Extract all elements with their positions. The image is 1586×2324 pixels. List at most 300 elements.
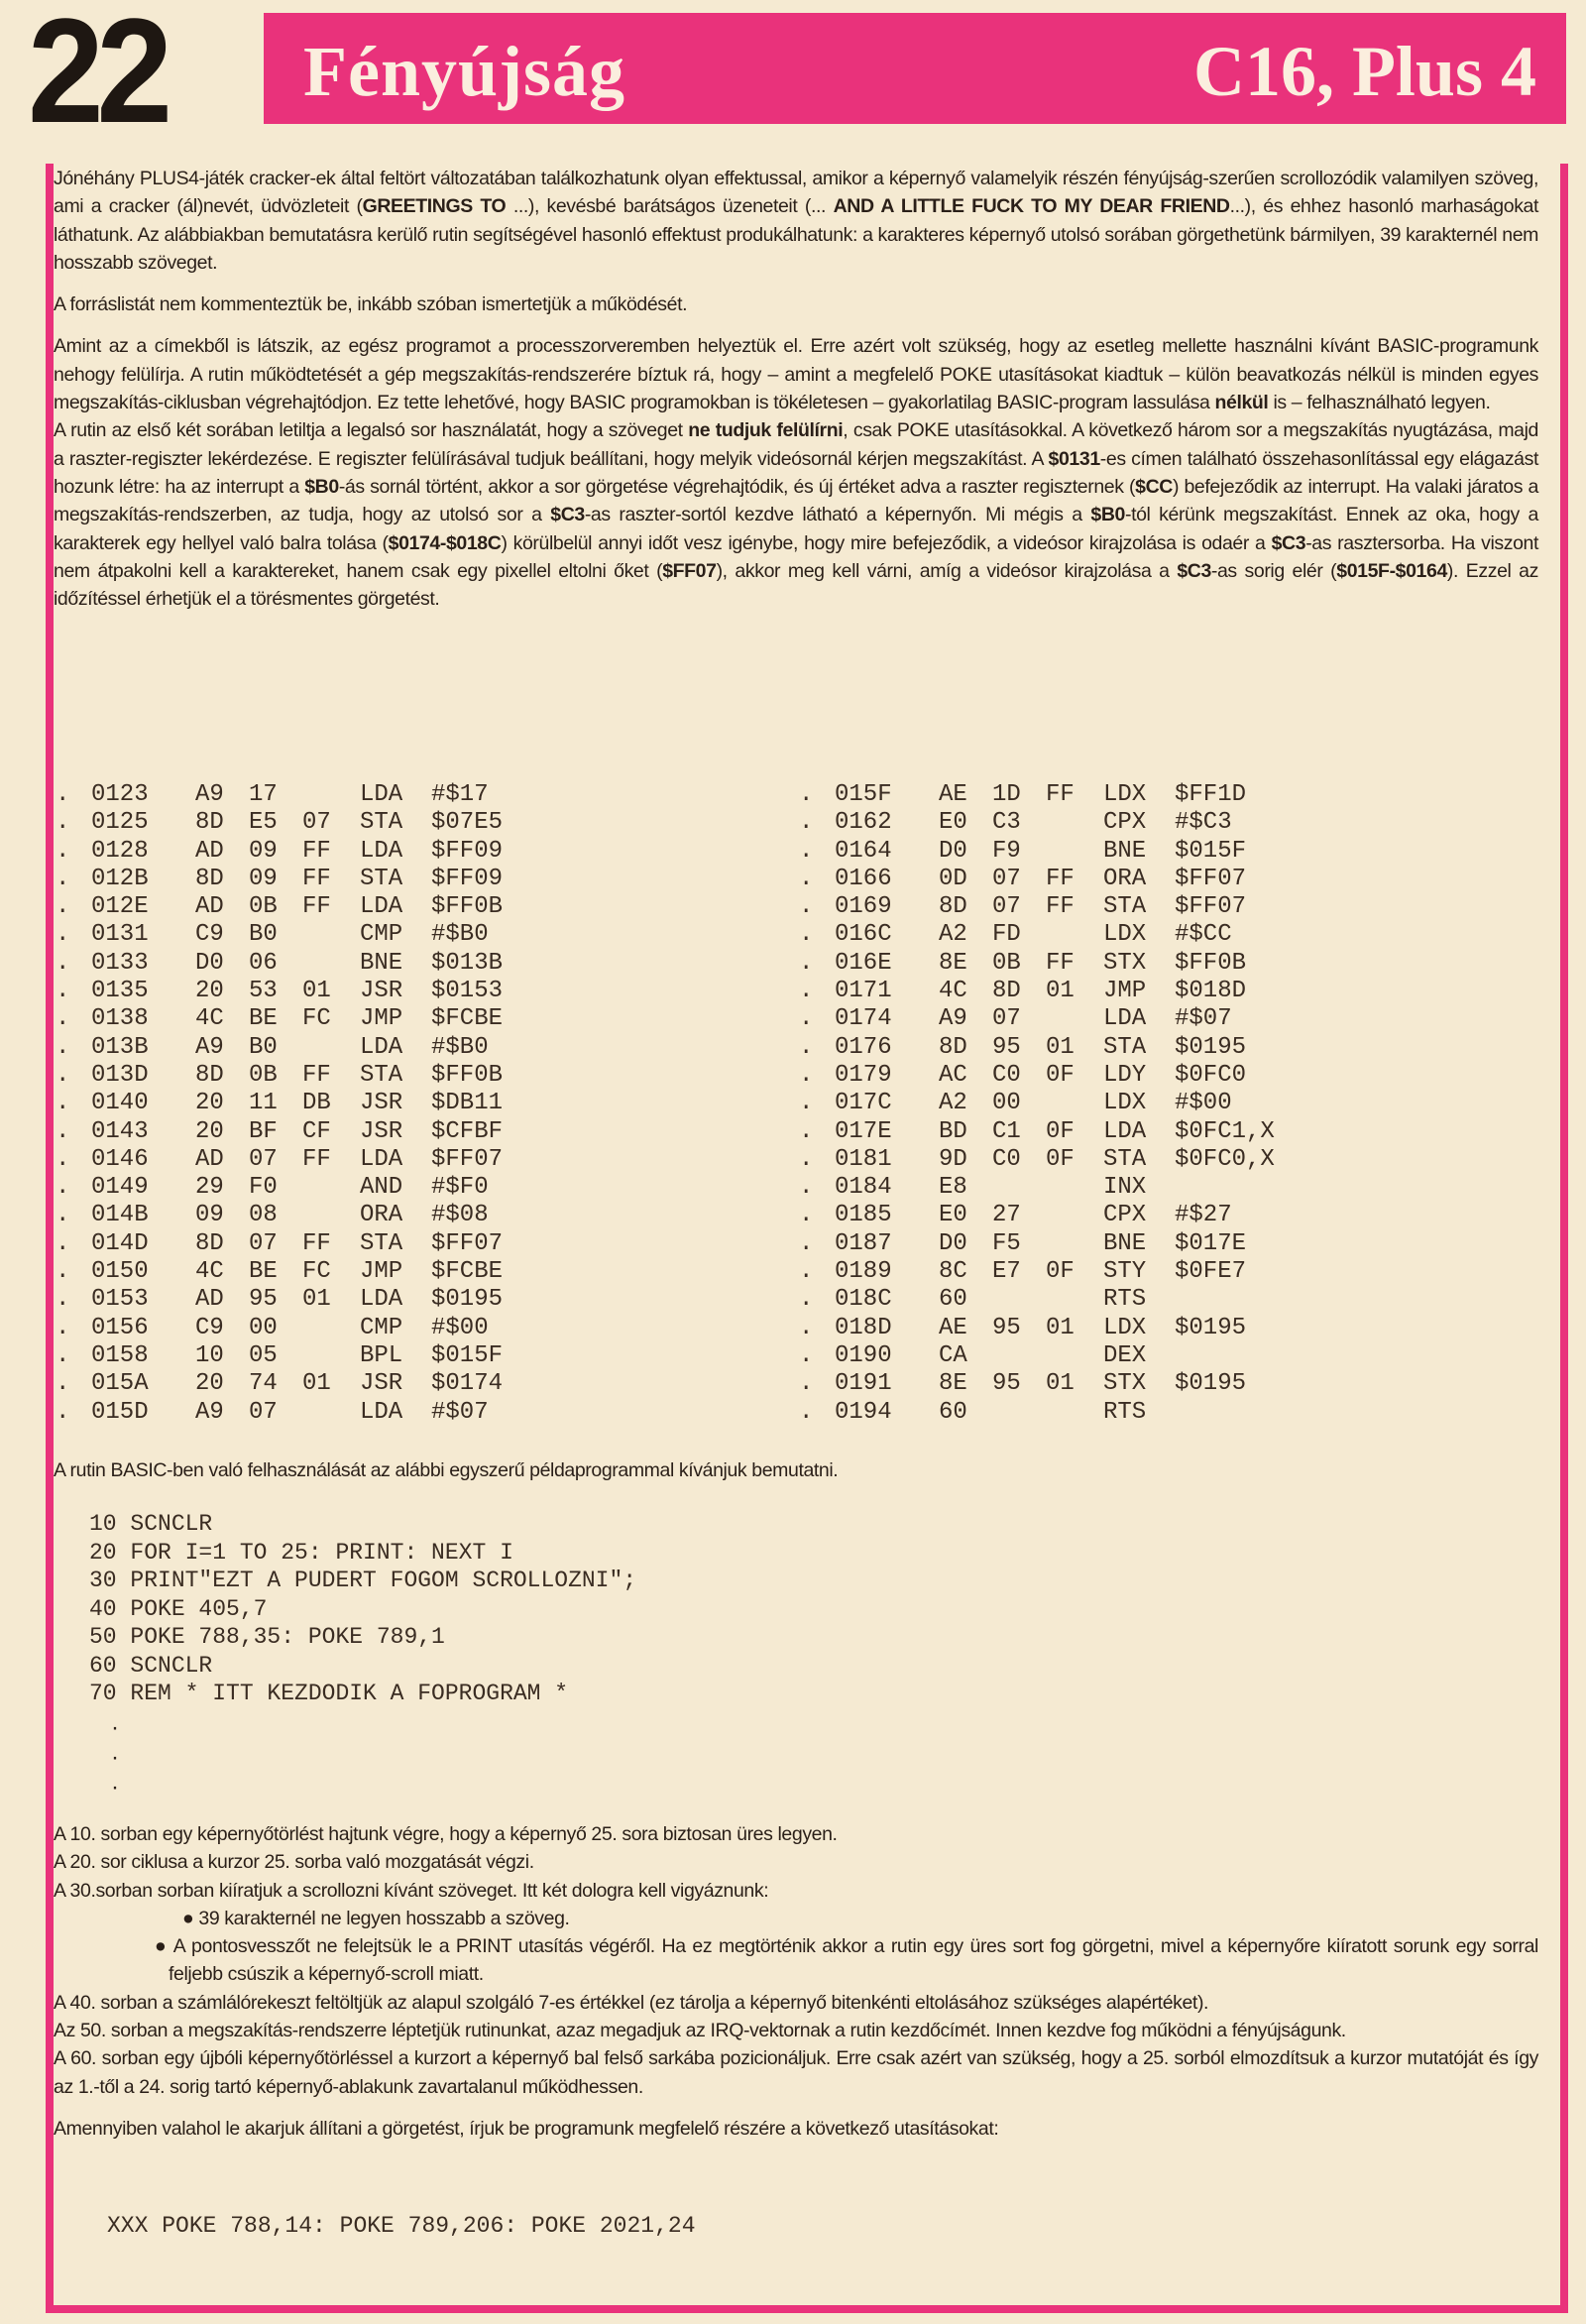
asm-cell: . (56, 1314, 70, 1341)
asm-cell (1046, 921, 1103, 949)
asm-row (799, 950, 1275, 978)
asm-cell (1046, 809, 1103, 837)
note-line-40: A 40. sorban a számlálórekeszt feltöltjük az alapul szolgáló 7-es értékkel (ez tárolja a képernyő bitenkénti eltolásához szükséges alapértéket). (54, 1991, 1209, 2014)
asm-cell: JSR (360, 1370, 403, 1398)
asm-cell (1046, 1202, 1103, 1229)
asm-cell: 0156 (91, 1314, 149, 1341)
asm-row (799, 893, 1275, 921)
asm-cell (1046, 838, 1103, 866)
asm-cell: $CFBF (431, 1117, 504, 1145)
asm-cell: 012B (91, 865, 149, 892)
asm-row (799, 1174, 1275, 1202)
asm-cell: . (799, 1090, 814, 1117)
asm-cell: 95 (992, 1033, 1021, 1061)
asm-row (56, 950, 503, 978)
asm-cell (992, 1399, 1046, 1427)
asm-cell: 60 (939, 1286, 967, 1314)
asm-cell: $FF07 (1175, 865, 1247, 892)
asm-cell: . (799, 893, 814, 921)
asm-cell: C0 (992, 1145, 1021, 1173)
asm-cell: $0195 (1175, 1314, 1247, 1341)
asm-row (799, 1202, 1275, 1229)
asm-cell: 09 (249, 865, 278, 892)
asm-cell: . (56, 1398, 70, 1426)
asm-cell: 014D (91, 1229, 149, 1257)
asm-cell: 07 (992, 865, 1021, 892)
asm-row (799, 1034, 1275, 1062)
asm-cell: . (799, 978, 814, 1005)
asm-cell: $0195 (1175, 1370, 1247, 1398)
asm-cell: 01 (302, 1370, 331, 1398)
paragraph-2: A forráslistát nem kommenteztük be, inkább szóban ismertetjük a működését. (54, 293, 688, 316)
asm-cell: RTS (1103, 1398, 1147, 1426)
asm-cell: 01 (1046, 978, 1075, 1005)
asm-cell: DB (302, 1090, 331, 1117)
asm-cell: . (56, 781, 70, 808)
asm-cell: $0174 (431, 1370, 504, 1398)
asm-cell: 0164 (835, 837, 892, 865)
asm-cell: #$27 (1175, 1202, 1232, 1229)
asm-cell: 95 (249, 1286, 278, 1314)
asm-cell: FF (302, 893, 331, 921)
asm-row (799, 1399, 1275, 1427)
asm-cell: D0 (195, 949, 224, 977)
asm-cell: STA (360, 1229, 403, 1257)
basic-listing (89, 1510, 636, 1708)
asm-cell: . (56, 1033, 70, 1061)
asm-cell: . (799, 1202, 814, 1229)
asm-cell (1046, 1230, 1103, 1258)
note-stop: Amennyiben valahol le akarjuk állítani a görgetést, írjuk be programunk megfelelő részére a következő utasításokat: (54, 2117, 999, 2140)
asm-cell: $0FC1,X (1175, 1117, 1275, 1145)
asm-cell (1046, 1342, 1103, 1370)
asm-cell: F0 (249, 1174, 278, 1202)
asm-cell: #$00 (1175, 1090, 1232, 1117)
asm-cell (302, 1034, 360, 1062)
asm-cell: . (799, 1145, 814, 1173)
asm-cell: #$07 (431, 1398, 489, 1426)
asm-cell: 0176 (835, 1033, 892, 1061)
asm-cell: . (56, 1370, 70, 1398)
asm-cell: . (56, 921, 70, 949)
asm-cell: 09 (249, 837, 278, 865)
asm-cell: 016E (835, 949, 892, 977)
asm-cell: $FCBE (431, 1005, 504, 1033)
asm-row (799, 1146, 1275, 1174)
asm-cell: JMP (360, 1258, 403, 1286)
asm-cell: 07 (992, 893, 1021, 921)
asm-cell: 0190 (835, 1341, 892, 1369)
asm-cell: 018C (835, 1286, 892, 1314)
asm-cell: 20 (195, 978, 224, 1005)
asm-cell: 07 (302, 809, 331, 837)
assembly-listing-right (799, 781, 1275, 1427)
asm-cell (1046, 1174, 1103, 1202)
asm-cell: 0F (1046, 1258, 1075, 1286)
asm-cell: . (799, 1370, 814, 1398)
asm-row (799, 838, 1275, 866)
asm-cell: . (799, 781, 814, 808)
asm-cell: #$B0 (431, 1033, 489, 1061)
asm-cell: STY (1103, 1258, 1147, 1286)
asm-cell: $07E5 (431, 809, 504, 837)
asm-cell: 0171 (835, 978, 892, 1005)
asm-cell: $015F (1175, 837, 1247, 865)
asm-cell: 00 (249, 1314, 278, 1341)
note-line-30: A 30.sorban sorban kiíratjuk a scrollozni kívánt szöveget. Itt két dologra kell vigyáznunk: (54, 1879, 769, 1902)
asm-cell: 0185 (835, 1202, 892, 1229)
asm-cell: FF (302, 1061, 331, 1089)
asm-cell: 17 (249, 781, 278, 808)
asm-row (56, 781, 503, 809)
asm-cell: E5 (249, 809, 278, 837)
asm-cell: 0B (249, 893, 278, 921)
asm-row (799, 1370, 1275, 1398)
asm-cell: $015F (431, 1341, 504, 1369)
asm-cell: 0158 (91, 1341, 149, 1369)
asm-cell: 0123 (91, 781, 149, 808)
asm-cell: 0150 (91, 1258, 149, 1286)
asm-cell: LDA (360, 1398, 403, 1426)
asm-cell: . (56, 949, 70, 977)
asm-cell: AC (939, 1061, 967, 1089)
asm-cell: 017E (835, 1117, 892, 1145)
asm-cell: BD (939, 1117, 967, 1145)
asm-cell: . (56, 809, 70, 837)
asm-cell: 0191 (835, 1370, 892, 1398)
asm-cell: FF (1046, 949, 1075, 977)
asm-cell: . (799, 921, 814, 949)
asm-cell: . (799, 1341, 814, 1369)
asm-cell: . (799, 837, 814, 865)
asm-cell: AE (939, 1314, 967, 1341)
asm-cell: 016C (835, 921, 892, 949)
basic-line: 10 SCNCLR (89, 1511, 213, 1537)
asm-cell: LDA (360, 781, 403, 808)
asm-cell: . (56, 837, 70, 865)
asm-cell: CPX (1103, 1202, 1147, 1229)
asm-cell: CA (939, 1341, 967, 1369)
asm-cell: C3 (992, 809, 1021, 837)
asm-cell: STA (360, 865, 403, 892)
asm-cell: 95 (992, 1370, 1021, 1398)
asm-cell: 8E (939, 949, 967, 977)
asm-cell: #$B0 (431, 921, 489, 949)
asm-cell: 29 (195, 1174, 224, 1202)
asm-cell: 07 (992, 1005, 1021, 1033)
asm-cell: 11 (249, 1090, 278, 1117)
asm-cell: STA (360, 809, 403, 837)
asm-cell: . (799, 1061, 814, 1089)
basic-line: 20 FOR I=1 TO 25: PRINT: NEXT I (89, 1539, 513, 1566)
asm-cell: LDA (1103, 1005, 1147, 1033)
asm-cell: 07 (249, 1145, 278, 1173)
asm-row (56, 1230, 503, 1258)
asm-row (799, 1315, 1275, 1342)
asm-cell: 0F (1046, 1117, 1075, 1145)
asm-cell: 013D (91, 1061, 149, 1089)
basic-line: 50 POKE 788,35: POKE 789,1 (89, 1624, 445, 1650)
asm-cell: BNE (1103, 1229, 1147, 1257)
asm-cell: LDX (1103, 781, 1147, 808)
asm-cell: AE (939, 781, 967, 808)
asm-row (56, 1118, 503, 1146)
asm-cell: 0F (1046, 1145, 1075, 1173)
asm-cell: JMP (1103, 978, 1147, 1005)
note-line-60: A 60. sorban egy újbóli képernyőtörléssel a kurzort a képernyő bal felső sarkába pozicionáljuk. Erre csak azért van szükség, hogy a 25. sorból elmozdítsuk a kurzor mutatóját és így az 1.-től a 24. sorig tartó képernyő-ablakunk zavartalanul működhessen. (54, 2047, 1538, 2098)
asm-cell: . (56, 1202, 70, 1229)
asm-cell: C9 (195, 1314, 224, 1341)
asm-cell: BF (249, 1117, 278, 1145)
asm-cell: 8D (939, 1033, 967, 1061)
asm-cell: . (799, 949, 814, 977)
asm-cell: D0 (939, 1229, 967, 1257)
note-line-10: A 10. sorban egy képernyőtörlést hajtunk végre, hogy a képernyő 25. sora biztosan üres legyen. (54, 1823, 838, 1845)
asm-cell: LDA (360, 893, 403, 921)
asm-cell: . (799, 1314, 814, 1341)
asm-cell: 4C (195, 1005, 224, 1033)
note-bullet-2: ● A pontosvesszőt ne felejtsük le a PRINT utasítás végéről. Ha ez megtörténik akkor a rutin egy üres sort fog görgetni, mivel a képernyőre kiíratott sorunk egy sorral feljebb csúszik a képernyő-scroll miatt. (155, 1935, 1538, 1986)
asm-cell: 05 (249, 1341, 278, 1369)
asm-cell: STX (1103, 1370, 1147, 1398)
asm-row (799, 1005, 1275, 1033)
asm-cell: 0133 (91, 949, 149, 977)
asm-cell: #$17 (431, 781, 489, 808)
asm-cell: C0 (992, 1061, 1021, 1089)
asm-cell: 0D (939, 865, 967, 892)
asm-cell: 0187 (835, 1229, 892, 1257)
asm-cell: 20 (195, 1090, 224, 1117)
asm-row (56, 1062, 503, 1090)
asm-row (56, 1342, 503, 1370)
asm-cell: STA (360, 1061, 403, 1089)
asm-cell: 07 (249, 1398, 278, 1426)
asm-cell: FF (302, 1229, 331, 1257)
asm-cell (992, 1174, 1046, 1202)
asm-cell: 8D (992, 978, 1021, 1005)
asm-cell: BE (249, 1258, 278, 1286)
asm-row (56, 838, 503, 866)
asm-cell: $0FE7 (1175, 1258, 1247, 1286)
asm-cell: AD (195, 893, 224, 921)
asm-cell: . (799, 1117, 814, 1145)
asm-cell: F5 (992, 1229, 1021, 1257)
asm-cell: $DB11 (431, 1090, 504, 1117)
asm-row (56, 809, 503, 837)
asm-cell: STA (1103, 893, 1147, 921)
asm-cell: . (56, 1341, 70, 1369)
asm-cell: 0149 (91, 1174, 149, 1202)
asm-cell: . (56, 1117, 70, 1145)
asm-cell: FC (302, 1258, 331, 1286)
asm-cell: . (799, 1398, 814, 1426)
asm-cell: 0B (249, 1061, 278, 1089)
asm-cell: AD (195, 1286, 224, 1314)
asm-cell (302, 950, 360, 978)
asm-cell: . (56, 893, 70, 921)
asm-cell: B0 (249, 1033, 278, 1061)
asm-cell: F9 (992, 837, 1021, 865)
asm-cell: 8E (939, 1370, 967, 1398)
asm-cell: BNE (1103, 837, 1147, 865)
asm-cell: $0195 (431, 1286, 504, 1314)
asm-cell: 0135 (91, 978, 149, 1005)
asm-cell: $0153 (431, 978, 504, 1005)
asm-row (56, 1174, 503, 1202)
asm-cell: 0B (992, 949, 1021, 977)
asm-cell: 01 (302, 978, 331, 1005)
asm-cell: 015A (91, 1370, 149, 1398)
asm-cell (302, 1399, 360, 1427)
asm-cell (302, 1202, 360, 1229)
asm-row (799, 978, 1275, 1005)
basic-line: 60 SCNCLR (89, 1652, 213, 1679)
asm-cell: #$08 (431, 1202, 489, 1229)
asm-cell: 01 (302, 1286, 331, 1314)
asm-cell: A9 (195, 1398, 224, 1426)
asm-row (799, 1090, 1275, 1117)
asm-cell: E0 (939, 1202, 967, 1229)
note-bullet-1: ● 39 karakternél ne legyen hosszabb a szöveg. (182, 1907, 570, 1929)
asm-cell: 015D (91, 1398, 149, 1426)
asm-cell: 74 (249, 1370, 278, 1398)
asm-cell: FF (1046, 865, 1075, 892)
asm-cell (302, 921, 360, 949)
asm-cell (1046, 1286, 1103, 1314)
asm-cell: 07 (249, 1229, 278, 1257)
asm-cell: LDX (1103, 1090, 1147, 1117)
basic-intro: A rutin BASIC-ben való felhasználását az alábbi egyszerű példaprogrammal kívánjuk bemutatni. (54, 1459, 839, 1481)
asm-cell: CMP (360, 921, 403, 949)
asm-cell: 06 (249, 949, 278, 977)
asm-cell: C9 (195, 921, 224, 949)
asm-row (799, 1118, 1275, 1146)
asm-cell: $FF07 (1175, 893, 1247, 921)
asm-cell: A9 (195, 781, 224, 808)
intro-text (54, 165, 1538, 613)
asm-cell: 8D (195, 865, 224, 892)
asm-cell: LDY (1103, 1061, 1147, 1089)
asm-cell: 0153 (91, 1286, 149, 1314)
asm-cell: 01 (1046, 1033, 1075, 1061)
asm-row (799, 1062, 1275, 1090)
asm-cell: 53 (249, 978, 278, 1005)
asm-cell: 10 (195, 1341, 224, 1369)
line-notes (54, 1820, 1538, 2143)
asm-cell: 20 (195, 1117, 224, 1145)
asm-cell: LDA (360, 1145, 403, 1173)
asm-cell: . (56, 1286, 70, 1314)
asm-cell: CPX (1103, 809, 1147, 837)
asm-row (799, 781, 1275, 809)
asm-cell: . (56, 1145, 70, 1173)
asm-cell: 8C (939, 1258, 967, 1286)
asm-cell: . (56, 1229, 70, 1257)
asm-cell: 0184 (835, 1174, 892, 1202)
asm-cell: BPL (360, 1341, 403, 1369)
basic-line: 30 PRINT"EZT A PUDERT FOGOM SCROLLOZNI"; (89, 1568, 637, 1593)
asm-cell: 0128 (91, 837, 149, 865)
asm-row (56, 978, 503, 1005)
asm-cell: 0125 (91, 809, 149, 837)
asm-cell: #$07 (1175, 1005, 1232, 1033)
asm-cell: . (799, 1033, 814, 1061)
asm-cell: ORA (1103, 865, 1147, 892)
asm-cell: STX (1103, 949, 1147, 977)
asm-cell: FF (1046, 781, 1075, 808)
continuation-dot: · (111, 1744, 119, 1771)
asm-cell: 0169 (835, 893, 892, 921)
asm-cell: C1 (992, 1117, 1021, 1145)
asm-cell: FC (302, 1005, 331, 1033)
asm-cell: 0143 (91, 1117, 149, 1145)
asm-row (56, 1202, 503, 1229)
asm-cell: 8D (195, 1061, 224, 1089)
asm-row (799, 1342, 1275, 1370)
asm-cell: LDA (1103, 1117, 1147, 1145)
asm-row (56, 1146, 503, 1174)
asm-cell: $FF09 (431, 837, 504, 865)
asm-cell: $017E (1175, 1229, 1247, 1257)
asm-cell: 01 (1046, 1370, 1075, 1398)
asm-cell: 018D (835, 1314, 892, 1341)
asm-cell: $018D (1175, 978, 1247, 1005)
asm-cell: DEX (1103, 1341, 1147, 1369)
asm-cell: 0162 (835, 809, 892, 837)
asm-row (56, 1315, 503, 1342)
asm-cell: LDX (1103, 1314, 1147, 1341)
asm-cell: . (56, 865, 70, 892)
asm-cell: AD (195, 837, 224, 865)
asm-cell: LDA (360, 1033, 403, 1061)
asm-cell: #$C3 (1175, 809, 1232, 837)
asm-cell: A9 (195, 1033, 224, 1061)
asm-cell: LDX (1103, 921, 1147, 949)
asm-cell: STA (1103, 1033, 1147, 1061)
asm-cell: JSR (360, 1117, 403, 1145)
asm-cell: $0FC0,X (1175, 1145, 1275, 1173)
asm-cell: 4C (195, 1258, 224, 1286)
asm-row (799, 809, 1275, 837)
asm-cell: BNE (360, 949, 403, 977)
asm-cell: 0166 (835, 865, 892, 892)
asm-cell: CMP (360, 1314, 403, 1341)
asm-cell: 09 (195, 1202, 224, 1229)
stop-code: XXX POKE 788,14: POKE 789,206: POKE 2021,24 (107, 2213, 696, 2239)
asm-row (799, 1230, 1275, 1258)
asm-cell: JSR (360, 978, 403, 1005)
asm-cell: 0146 (91, 1145, 149, 1173)
asm-cell: FF (302, 865, 331, 892)
asm-cell: JMP (360, 1005, 403, 1033)
asm-cell (302, 1315, 360, 1342)
asm-cell (992, 1286, 1046, 1314)
asm-cell: D0 (939, 837, 967, 865)
asm-cell: $FF1D (1175, 781, 1247, 808)
asm-cell: $FF07 (431, 1145, 504, 1173)
asm-cell: $0FC0 (1175, 1061, 1247, 1089)
asm-cell: JSR (360, 1090, 403, 1117)
asm-row (56, 921, 503, 949)
asm-cell: #$CC (1175, 921, 1232, 949)
note-line-50: Az 50. sorban a megszakítás-rendszerre léptetjük rutinunkat, azaz megadjuk az IRQ-vektornak a rutin kezdőcímét. Innen kezdve fog működni a fényújságunk. (54, 2020, 1346, 2042)
asm-cell: 8D (195, 809, 224, 837)
asm-cell: 20 (195, 1370, 224, 1398)
asm-cell: . (56, 1061, 70, 1089)
article-title: Fényújság (303, 32, 626, 111)
asm-cell: 0140 (91, 1090, 149, 1117)
asm-cell: $0195 (1175, 1033, 1247, 1061)
